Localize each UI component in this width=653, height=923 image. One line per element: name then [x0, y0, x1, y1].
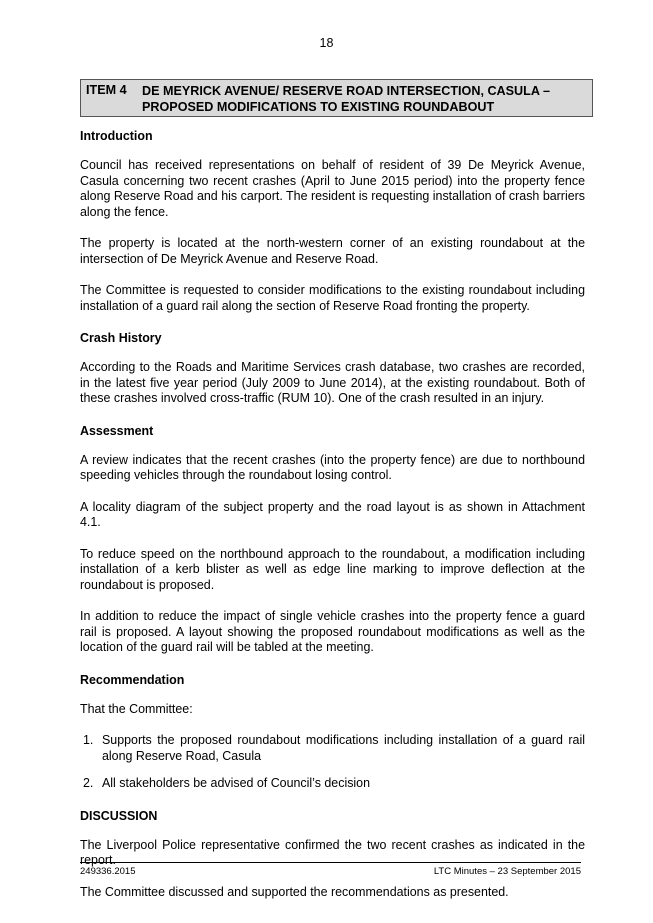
footer-minutes-date: LTC Minutes – 23 September 2015	[433, 866, 581, 877]
recommendation-item	[80, 776, 585, 792]
recommendation-item-text: All stakeholders be advised of Council’s decision	[102, 776, 371, 790]
assessment-paragraph-2: A locality diagram of the subject property and the road layout is as shown in Attachment 4.1.	[80, 499, 585, 529]
recommendation-item-number: 1.	[83, 733, 94, 747]
assessment-heading: Assessment	[80, 423, 154, 438]
document-body	[80, 128, 585, 916]
recommendation-list	[80, 733, 585, 792]
item-label: ITEM 4	[86, 83, 127, 97]
assessment-paragraph-1: A review indicates that the recent crashes (into the property fence) are due to northbound speeding vehicles through the roundabout losing control.	[80, 452, 585, 482]
introduction-paragraph-3: The Committee is requested to consider modifications to the existing roundabout including installation of a guard rail along the section of Reserve Road fronting the property.	[80, 283, 585, 313]
footer-divider	[80, 862, 581, 863]
crash-history-heading: Crash History	[80, 331, 162, 345]
crash-history-paragraph-1: According to the Roads and Maritime Services crash database, two crashes are recorded, in the latest five year period (July 2009 to June 2014), at the existing roundabout. Both of these crashes involved cross-traffic (RUM 10). One of the crash resulted in an injury.	[80, 360, 585, 405]
page-number: 18	[319, 36, 334, 50]
item-title-line-2: PROPOSED MODIFICATIONS TO EXISTING ROUNDABOUT	[142, 100, 495, 114]
recommendation-heading: Recommendation	[80, 672, 185, 687]
footer-document-number: 249336.2015	[80, 866, 136, 877]
recommendation-intro: That the Committee:	[80, 701, 193, 716]
recommendation-item-number: 2.	[83, 776, 94, 790]
discussion-paragraph-1: The Liverpool Police representative confirmed the two recent crashes as indicated in the report.	[80, 837, 585, 867]
assessment-paragraph-3: To reduce speed on the northbound approach to the roundabout, a modification including installation of a kerb blister as well as edge line marking to improve deflection at the roundabout is proposed.	[80, 546, 585, 592]
assessment-paragraph-4: In addition to reduce the impact of single vehicle crashes into the property fence a guard rail is proposed. A layout showing the proposed roundabout modifications as well as the location of the guard rail will be tabled at the meeting.	[80, 609, 585, 654]
recommendation-item	[80, 733, 585, 764]
recommendation-item-text: Supports the proposed roundabout modifications including installation of a guard rail along Reserve Road, Casula	[102, 733, 585, 763]
introduction-paragraph-1: Council has received representations on behalf of resident of 39 De Meyrick Avenue, Casula concerning two recent crashes (April to June 2015 period) into the property fence along Reserve Road and his carport. The resident is requesting installation of crash barriers along the fence.	[80, 158, 585, 219]
discussion-paragraph-2: The Committee discussed and supported the recommendations as presented.	[80, 884, 509, 899]
item-title	[142, 83, 586, 115]
introduction-paragraph-2: The property is located at the north-western corner of an existing roundabout at the intersection of De Meyrick Avenue and Reserve Road.	[80, 236, 585, 266]
discussion-heading: DISCUSSION	[80, 808, 158, 823]
introduction-heading: Introduction	[80, 129, 153, 143]
item-header-box	[80, 79, 593, 117]
item-title-line-1: DE MEYRICK AVENUE/ RESERVE ROAD INTERSECTION, CASULA –	[142, 84, 550, 98]
